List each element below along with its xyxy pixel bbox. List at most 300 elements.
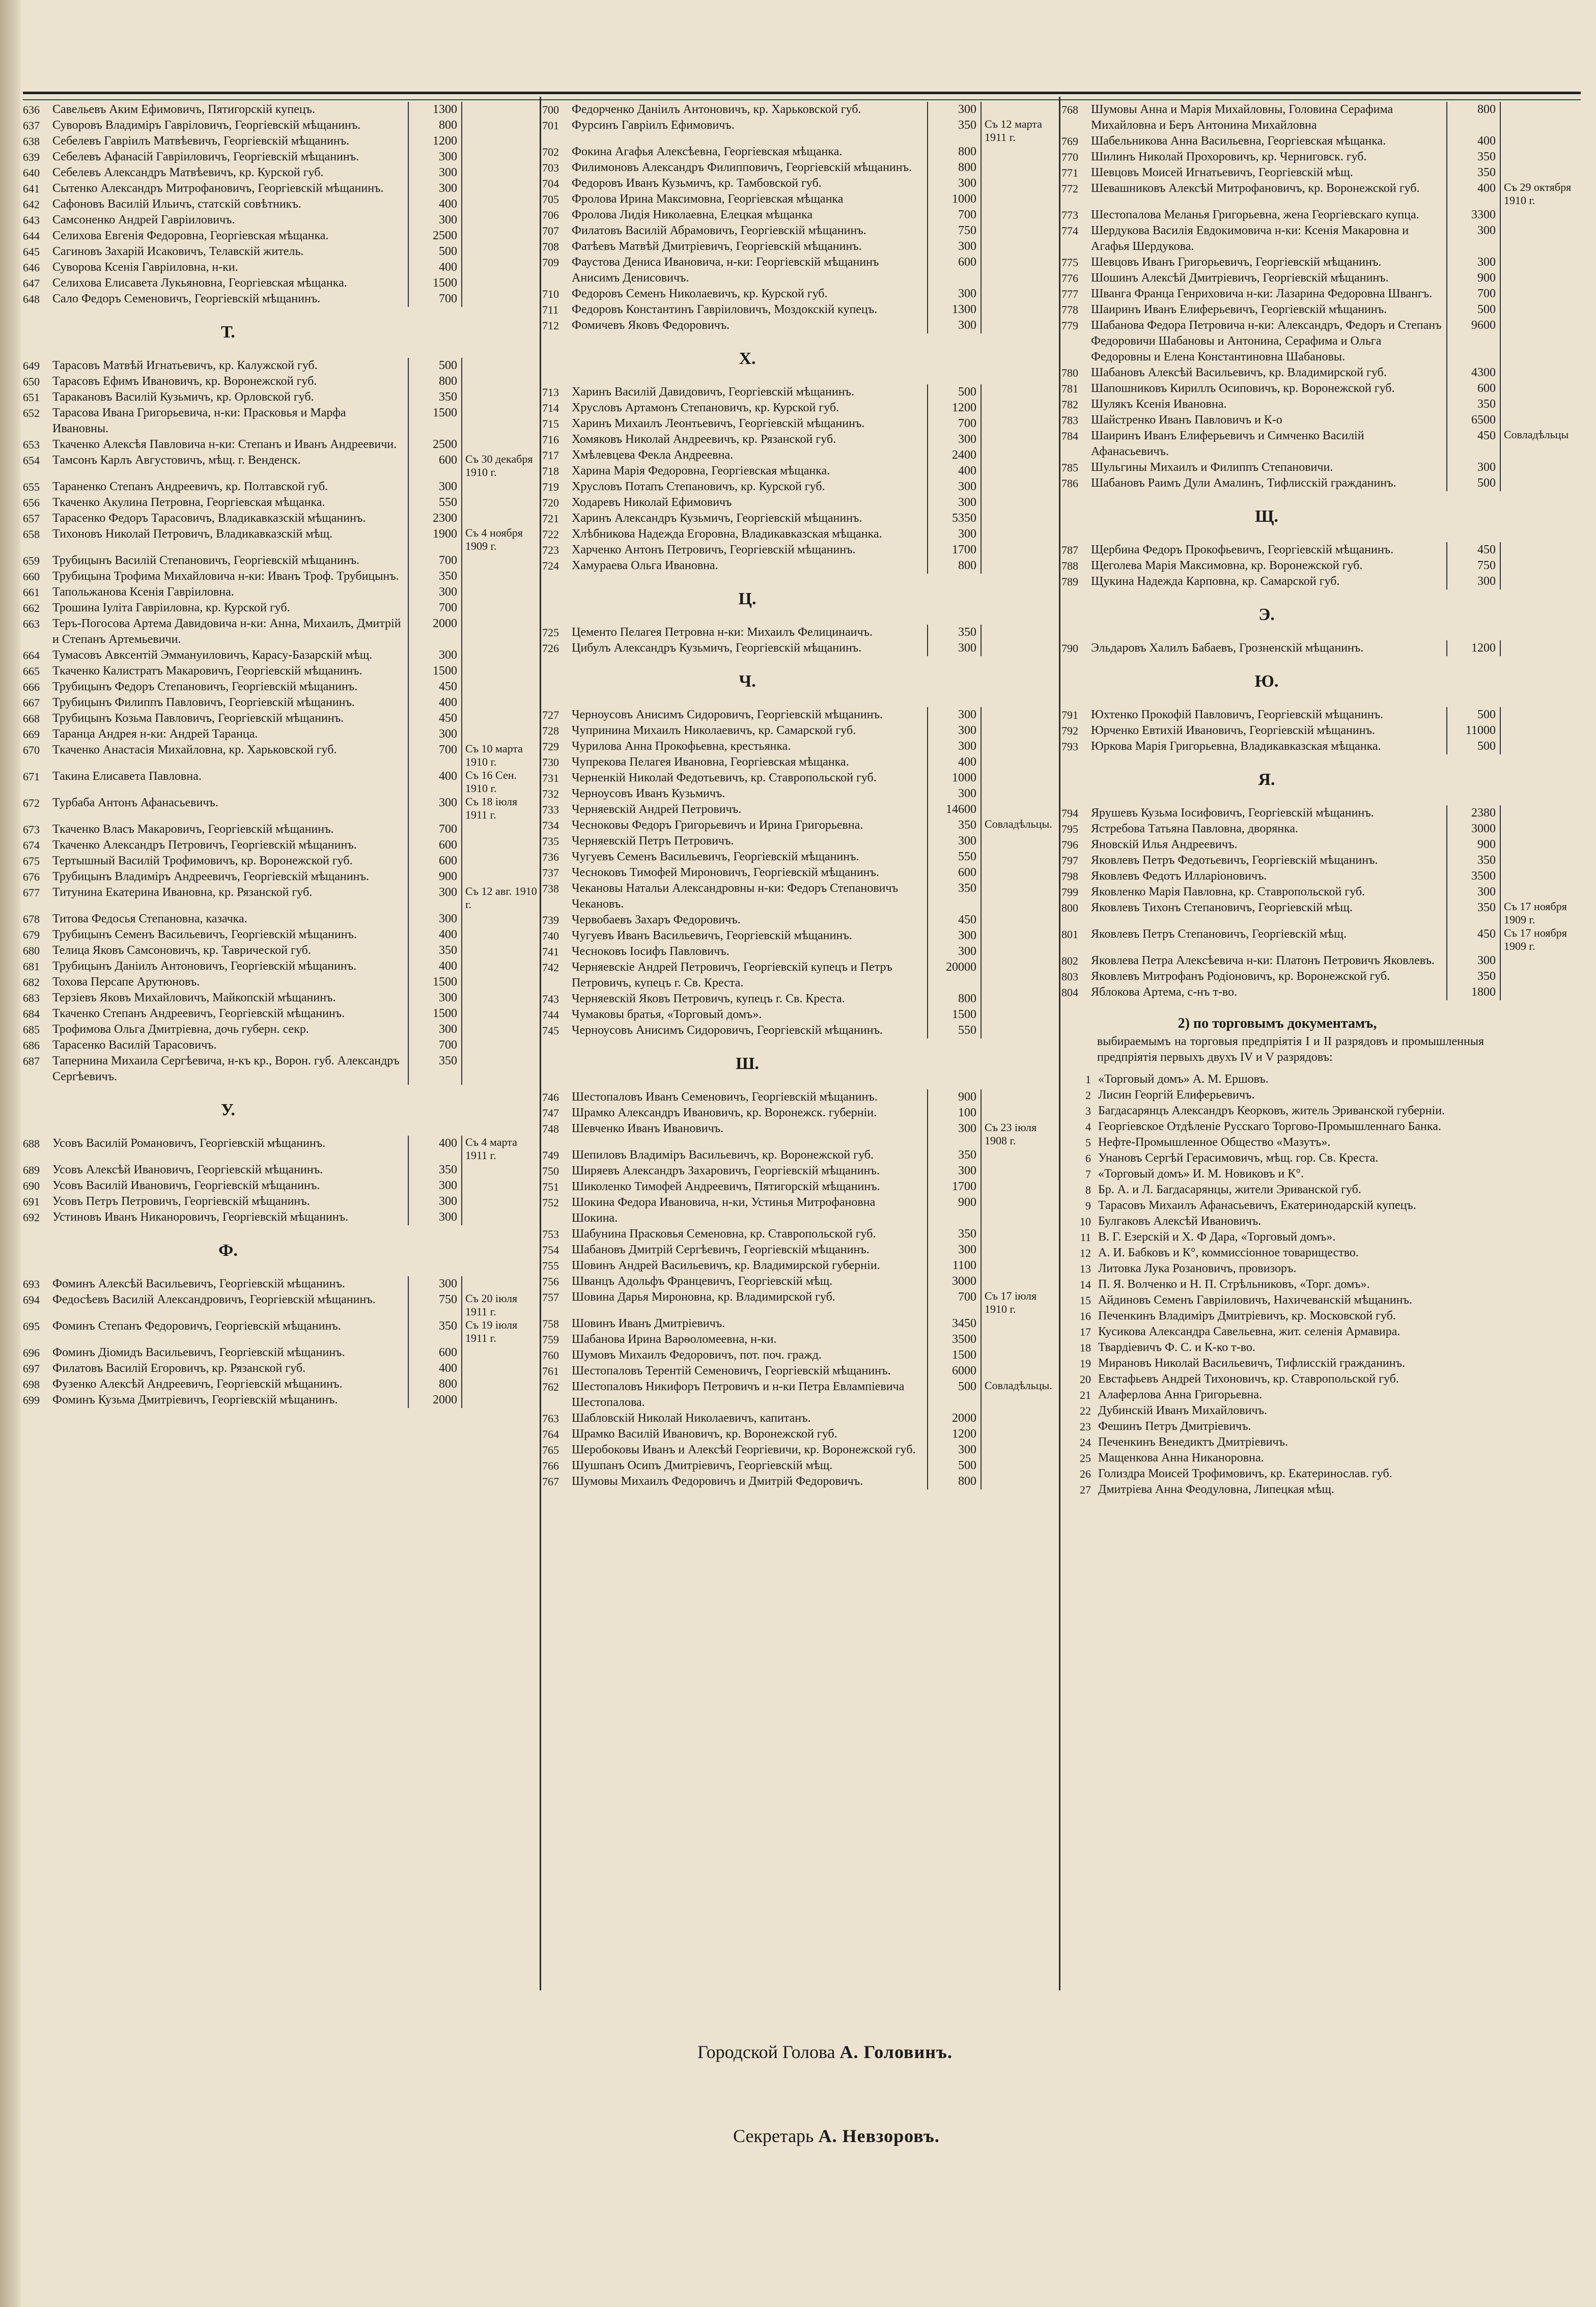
entry-number: 665 xyxy=(23,665,40,678)
entry-name: Тарасенко Василій Тарасовичъ. xyxy=(52,1038,217,1052)
entry-number: 798 xyxy=(1061,870,1078,883)
entry-note xyxy=(1500,381,1580,397)
list-entry xyxy=(23,196,542,212)
entry-name: Твардіевичъ Ф. С. и К-ко т-во. xyxy=(1098,1341,1255,1354)
entry-note xyxy=(461,495,542,511)
entry-note xyxy=(1500,821,1580,837)
section-2-entry xyxy=(1061,1434,1581,1450)
entry-note xyxy=(1500,223,1580,255)
entry-note xyxy=(461,943,542,959)
entry-amount: 350 xyxy=(927,625,981,640)
entry-note xyxy=(1500,460,1580,475)
entry-amount: 1000 xyxy=(927,770,981,786)
list-entry xyxy=(23,212,542,228)
list-entry xyxy=(542,928,1061,944)
entry-note: Съ 30 декабря 1910 г. xyxy=(461,453,542,479)
entry-note: Съ 29 октября 1910 г. xyxy=(1500,181,1580,207)
entry-number: 678 xyxy=(23,913,40,925)
section-2-entry xyxy=(1061,1292,1581,1308)
entry-note xyxy=(1500,542,1580,558)
entry-note xyxy=(981,223,1061,239)
entry-name: Трубицынъ Федоръ Степановичъ, Георгіевскій мѣщанинъ. xyxy=(52,680,358,693)
list-entry xyxy=(542,239,1061,255)
section-letter: Я. xyxy=(1258,770,1275,789)
entry-number: 781 xyxy=(1061,382,1078,395)
entry-amount: 300 xyxy=(408,1022,461,1037)
entry-number: 653 xyxy=(23,438,40,451)
list-entry xyxy=(23,974,542,990)
entry-number: 778 xyxy=(1061,303,1078,316)
entry-note xyxy=(461,1037,542,1053)
entry-note xyxy=(461,437,542,453)
entry-amount: 6000 xyxy=(927,1363,981,1379)
entry-amount: 550 xyxy=(408,495,461,511)
entry-number: 1 xyxy=(1085,1073,1091,1086)
entry-name: Евстафьевъ Андрей Тихоновичъ, кр. Ставропольской губ. xyxy=(1098,1372,1399,1386)
mayor-signature xyxy=(697,2041,953,2063)
entry-number: 654 xyxy=(23,454,40,467)
entry-name: Усовъ Василій Ивановичъ, Георгіевскій мѣщанинъ. xyxy=(52,1179,320,1192)
entry-name: Трофимова Ольга Дмитріевна, дочь губерн. секр. xyxy=(52,1023,309,1036)
section-letter-header xyxy=(23,1085,542,1136)
entry-name: Ткаченко Алексѣя Павловича н-ки: Степанъ и Иванъ Андреевичи. xyxy=(52,438,397,451)
entry-number: 22 xyxy=(1080,1404,1091,1417)
list-entry xyxy=(542,1442,1061,1458)
list-entry xyxy=(542,1007,1061,1023)
entry-note xyxy=(461,1162,542,1178)
entry-amount: 2000 xyxy=(927,1411,981,1426)
entry-amount: 400 xyxy=(1446,181,1500,207)
list-entry xyxy=(542,1089,1061,1105)
list-entry xyxy=(542,770,1061,786)
entry-number: 638 xyxy=(23,135,40,148)
entry-amount: 450 xyxy=(927,912,981,928)
entry-name: Такина Елисавета Павловна. xyxy=(52,770,202,783)
entry-number: 20 xyxy=(1080,1373,1091,1386)
entry-note xyxy=(461,959,542,974)
entry-amount: 800 xyxy=(927,558,981,574)
list-entry xyxy=(1061,133,1581,149)
entry-note xyxy=(461,911,542,927)
entry-note xyxy=(461,1276,542,1292)
entry-name: Фокина Агафья Алексѣевна, Георгіевская мѣщанка. xyxy=(572,145,843,158)
list-entry xyxy=(23,291,542,307)
list-entry xyxy=(1061,207,1581,223)
entry-number: 737 xyxy=(542,866,559,879)
section-letter: Ю. xyxy=(1254,672,1279,691)
entry-note xyxy=(461,853,542,869)
entry-number: 680 xyxy=(23,944,40,957)
list-entry xyxy=(23,1006,542,1022)
list-entry xyxy=(542,1316,1061,1332)
entry-name: Шердукова Василія Евдокимовича н-ки: Ксенія Макаровна и Агафья Шердукова. xyxy=(1091,224,1409,253)
entry-number: 695 xyxy=(23,1320,40,1333)
list-entry xyxy=(23,1053,542,1085)
list-entry xyxy=(1061,837,1581,853)
entry-name: Фурсинъ Гавріилъ Ефимовичъ. xyxy=(572,119,735,132)
entry-number: 763 xyxy=(542,1412,559,1425)
entry-name: Чекановы Натальи Александровны н-ки: Федоръ Степановичъ Чекановъ. xyxy=(572,882,899,911)
list-entry xyxy=(23,133,542,149)
entry-amount: 3500 xyxy=(927,1332,981,1347)
entry-number: 762 xyxy=(542,1381,559,1393)
entry-amount: 300 xyxy=(1446,223,1500,255)
entry-name: Тараненко Степанъ Андреевичъ, кр. Полтавской губ. xyxy=(52,480,328,493)
column-2 xyxy=(542,102,1061,1985)
entry-name: Юрченко Евтихій Ивановичъ, Георгіевскій мѣщанинъ. xyxy=(1091,724,1375,737)
entry-name: Фролова Лидія Николаевна, Елецкая мѣщанка xyxy=(572,208,813,221)
section-2-entry xyxy=(1061,1419,1581,1434)
entry-name: П. Я. Волченко и Н. П. Стрѣльниковъ, «Торг. домъ». xyxy=(1098,1278,1370,1291)
entry-amount: 500 xyxy=(927,1458,981,1474)
entry-number: 19 xyxy=(1080,1357,1091,1370)
entry-note: Съ 17 іюля 1910 г. xyxy=(981,1289,1061,1316)
entry-number: 674 xyxy=(23,839,40,852)
entry-number: 11 xyxy=(1080,1231,1091,1244)
entry-number: 706 xyxy=(542,209,559,221)
entry-number: 669 xyxy=(23,728,40,741)
entry-amount: 400 xyxy=(408,695,461,711)
entry-name: Трошина Іуліта Гавріиловна, кр. Курской губ. xyxy=(52,601,290,614)
entry-note xyxy=(1500,558,1580,574)
entry-amount: 500 xyxy=(408,358,461,374)
list-entry xyxy=(542,416,1061,432)
entry-note xyxy=(981,479,1061,495)
entry-name: Шумовъ Михаилъ Федоровичъ, пот. поч. гражд. xyxy=(572,1348,822,1362)
entry-number: 747 xyxy=(542,1107,559,1119)
entry-note xyxy=(981,754,1061,770)
entry-number: 785 xyxy=(1061,461,1078,474)
list-entry xyxy=(542,1289,1061,1316)
list-entry xyxy=(23,911,542,927)
entry-note xyxy=(981,1474,1061,1489)
entry-note xyxy=(461,374,542,389)
list-entry xyxy=(23,1392,542,1408)
entry-note xyxy=(981,625,1061,640)
entry-note xyxy=(981,463,1061,479)
entry-name: Федоровъ Семенъ Николаевичъ, кр. Курской губ. xyxy=(572,287,828,300)
list-entry xyxy=(1061,926,1581,953)
entry-name: Тертышный Василій Трофимовичъ, кр. Воронежской губ. xyxy=(52,854,353,867)
entry-name: Яковлева Петра Алексѣевича н-ки: Платонъ Петровичъ Яковлевъ. xyxy=(1091,954,1435,967)
entry-name: Ходаревъ Николай Ефимовичъ xyxy=(572,496,732,509)
entry-amount: 300 xyxy=(408,1194,461,1209)
entry-number: 676 xyxy=(23,870,40,883)
entry-name: Шевцовъ Иванъ Григорьевичъ, Георгіевскій мѣщанинъ. xyxy=(1091,256,1382,269)
entry-note xyxy=(461,1345,542,1361)
entry-number: 671 xyxy=(23,770,40,783)
entry-number: 720 xyxy=(542,496,559,509)
entry-name: Титунина Екатерина Ивановна, кр. Рязанской губ. xyxy=(52,886,313,899)
entry-amount: 300 xyxy=(408,885,461,911)
list-entry xyxy=(23,885,542,911)
list-entry xyxy=(23,1209,542,1225)
list-entry xyxy=(542,625,1061,640)
entry-name: Шванга Франца Генриховича н-ки: Лазарина Федоровна Швангъ. xyxy=(1091,287,1433,300)
entry-amount: 300 xyxy=(408,990,461,1006)
list-entry xyxy=(23,118,542,133)
entry-name: Усовъ Василій Романовичъ, Георгіевскій мѣщанинъ. xyxy=(52,1137,326,1150)
list-entry xyxy=(23,149,542,165)
entry-number: 797 xyxy=(1061,854,1078,867)
entry-number: 657 xyxy=(23,512,40,525)
entry-number: 743 xyxy=(542,993,559,1005)
entry-number: 683 xyxy=(23,992,40,1004)
entry-note xyxy=(1500,837,1580,853)
list-entry xyxy=(23,275,542,291)
list-entry xyxy=(23,1178,542,1194)
list-entry xyxy=(542,223,1061,239)
entry-note xyxy=(461,1376,542,1392)
entry-name: Тумасовъ Авксентій Эммануиловичъ, Карасу-Базарскій мѣщ. xyxy=(52,649,373,662)
entry-number: 755 xyxy=(542,1259,559,1272)
entry-amount: 2000 xyxy=(408,1392,461,1408)
entry-note: Съ 4 марта 1911 г. xyxy=(461,1136,542,1162)
list-entry xyxy=(23,1194,542,1209)
entry-amount: 3000 xyxy=(1446,821,1500,837)
entry-note xyxy=(981,102,1061,118)
entry-name: Тарасовъ Михаилъ Афанасьевичъ, Екатеринодарскій купецъ. xyxy=(1098,1199,1416,1212)
entry-amount: 1700 xyxy=(927,1179,981,1195)
entry-name: Федоровъ Константинъ Гавріиловичъ, Моздокскій купецъ. xyxy=(572,303,878,316)
list-entry xyxy=(542,833,1061,849)
entry-name: Черноусовъ Иванъ Кузьмичъ. xyxy=(572,787,725,800)
entry-amount: 300 xyxy=(927,640,981,656)
list-entry xyxy=(542,118,1061,144)
entry-note xyxy=(981,144,1061,160)
entry-number: 800 xyxy=(1061,902,1078,914)
entry-note xyxy=(981,770,1061,786)
entry-amount: 1500 xyxy=(408,405,461,437)
list-entry xyxy=(1061,542,1581,558)
entry-amount: 350 xyxy=(408,1053,461,1085)
list-entry xyxy=(542,255,1061,286)
entry-note xyxy=(1500,969,1580,984)
entry-note xyxy=(461,181,542,196)
entry-name: Ширяевъ Александръ Захаровичъ, Георгіевскій мѣщанинъ. xyxy=(572,1164,880,1177)
entry-amount: 600 xyxy=(1446,381,1500,397)
entry-number: 773 xyxy=(1061,209,1078,221)
section-2-entry xyxy=(1061,1450,1581,1466)
list-entry xyxy=(1061,255,1581,270)
section-letter-header xyxy=(542,1038,1061,1089)
entry-note: Съ 12 авг. 1910 г. xyxy=(461,885,542,911)
entry-amount: 300 xyxy=(408,648,461,663)
entry-note xyxy=(981,786,1061,802)
entry-amount: 350 xyxy=(408,389,461,405)
entry-note xyxy=(1500,365,1580,381)
entry-amount: 700 xyxy=(408,1037,461,1053)
list-entry xyxy=(23,742,542,769)
entry-name: Ткаченко Анастасія Михайловна, кр. Харьковской губ. xyxy=(52,743,337,756)
list-entry xyxy=(23,837,542,853)
entry-number: 734 xyxy=(542,819,559,832)
entry-amount: 2300 xyxy=(408,511,461,526)
entry-note xyxy=(981,1179,1061,1195)
entry-name: Селихова Елисавета Лукьяновна, Георгіевская мѣщанка. xyxy=(52,276,347,290)
list-entry xyxy=(23,437,542,453)
list-entry xyxy=(1061,884,1581,900)
entry-number: 15 xyxy=(1080,1294,1091,1307)
list-entry xyxy=(542,1458,1061,1474)
entry-amount: 350 xyxy=(1446,900,1500,926)
entry-name: Шабанова Ирина Варѳоломеевна, н-ки. xyxy=(572,1333,777,1346)
entry-number: 640 xyxy=(23,166,40,179)
entry-number: 711 xyxy=(542,303,559,316)
list-entry xyxy=(542,286,1061,302)
entry-note xyxy=(461,149,542,165)
list-entry xyxy=(23,927,542,943)
entry-note xyxy=(981,1147,1061,1163)
list-entry xyxy=(23,943,542,959)
list-entry xyxy=(23,374,542,389)
section-letter: Щ. xyxy=(1255,507,1278,526)
entry-number: 641 xyxy=(23,182,40,195)
entry-note xyxy=(981,447,1061,463)
entry-amount: 300 xyxy=(408,479,461,495)
entry-name: Яковлевъ Петръ Степановичъ, Георгіевскій мѣщ. xyxy=(1091,927,1347,941)
entry-name: Фаустова Дениса Ивановича, н-ки: Георгіевскій мѣщанинъ Анисимъ Денисовичъ. xyxy=(572,256,879,285)
list-entry xyxy=(542,542,1061,558)
entry-number: 648 xyxy=(23,293,40,305)
entry-amount: 300 xyxy=(408,584,461,600)
entry-number: 704 xyxy=(542,177,559,190)
entry-number: 742 xyxy=(542,961,559,974)
entry-note xyxy=(461,1178,542,1194)
entry-amount: 350 xyxy=(408,569,461,584)
entry-number: 735 xyxy=(542,835,559,848)
entry-amount: 300 xyxy=(408,726,461,742)
list-entry xyxy=(542,1258,1061,1274)
entry-number: 643 xyxy=(23,214,40,227)
entry-number: 789 xyxy=(1061,575,1078,588)
entry-note xyxy=(461,974,542,990)
entry-note xyxy=(981,495,1061,511)
entry-amount: 450 xyxy=(1446,428,1500,460)
list-entry xyxy=(542,865,1061,881)
entry-amount: 350 xyxy=(408,943,461,959)
entry-note xyxy=(981,416,1061,432)
list-entry xyxy=(23,1162,542,1178)
entry-name: Унановъ Сергѣй Герасимовичъ, мѣщ. гор. Св. Креста. xyxy=(1098,1151,1379,1165)
entry-name: Филатовъ Василій Егоровичъ, кр. Рязанской губ. xyxy=(52,1362,306,1375)
entry-number: 692 xyxy=(23,1211,40,1224)
list-entry xyxy=(542,1226,1061,1242)
entry-amount: 450 xyxy=(408,711,461,726)
entry-number: 17 xyxy=(1080,1326,1091,1338)
entry-name: Голиздра Моисей Трофимовичъ, кр. Екатеринослав. губ. xyxy=(1098,1467,1392,1480)
entry-number: 662 xyxy=(23,602,40,614)
entry-number: 664 xyxy=(23,649,40,662)
entry-amount: 800 xyxy=(408,1376,461,1392)
list-entry xyxy=(1061,574,1581,589)
entry-amount: 4300 xyxy=(1446,365,1500,381)
entry-note xyxy=(461,1361,542,1376)
entry-note xyxy=(461,837,542,853)
section-2-entry xyxy=(1061,1340,1581,1356)
entry-number: 637 xyxy=(23,119,40,132)
entry-name: Федосѣевъ Василій Александровичъ, Георгіевскій мѣщанинъ. xyxy=(52,1293,376,1306)
entry-amount: 300 xyxy=(408,212,461,228)
list-entry xyxy=(23,1292,542,1318)
entry-name: Тарасова Ивана Григорьевича, н-ки: Прасковья и Марфа Ивановны. xyxy=(52,406,346,435)
entry-number: 717 xyxy=(542,449,559,462)
entry-number: 8 xyxy=(1085,1184,1091,1196)
list-entry xyxy=(542,707,1061,723)
entry-number: 793 xyxy=(1061,740,1078,753)
list-entry xyxy=(542,400,1061,416)
entry-amount: 600 xyxy=(927,255,981,286)
entry-amount: 1000 xyxy=(927,191,981,207)
entry-name: Печенкинъ Владиміръ Дмитріевичъ, кр. Московской губ. xyxy=(1098,1309,1396,1323)
entry-note xyxy=(1500,707,1580,723)
list-entry xyxy=(23,769,542,795)
entry-amount: 100 xyxy=(927,1105,981,1121)
entry-note xyxy=(461,1209,542,1225)
entry-name: Шапошниковъ Кириллъ Осиповичъ, кр. Воронежской губ. xyxy=(1091,382,1395,395)
list-entry xyxy=(542,739,1061,754)
entry-number: 672 xyxy=(23,797,40,809)
list-entry xyxy=(23,453,542,479)
list-entry xyxy=(542,479,1061,495)
entry-number: 13 xyxy=(1080,1262,1091,1275)
secretary-signature xyxy=(733,2125,940,2147)
entry-number: 679 xyxy=(23,929,40,941)
list-entry xyxy=(542,818,1061,833)
entry-amount: 300 xyxy=(408,181,461,196)
list-entry xyxy=(1061,302,1581,318)
entry-name: Багдасарянцъ Александръ Кеорковъ, житель Эриванской губерніи. xyxy=(1098,1104,1445,1117)
list-entry xyxy=(542,447,1061,463)
entry-name: Мащенкова Анна Никаноровна. xyxy=(1098,1451,1264,1465)
entry-note xyxy=(981,849,1061,865)
entry-name: Устиновъ Иванъ Никаноровичъ, Георгіевскій мѣщанинъ. xyxy=(52,1211,349,1224)
list-entry xyxy=(542,754,1061,770)
list-entry xyxy=(23,1318,542,1345)
entry-name: Себелевъ Александръ Матвѣевичъ, кр. Курской губ. xyxy=(52,166,324,179)
top-rule xyxy=(23,92,1581,100)
entry-number: 714 xyxy=(542,402,559,414)
entry-note xyxy=(1500,286,1580,302)
entry-amount: 300 xyxy=(408,795,461,822)
entry-note xyxy=(461,822,542,837)
entry-amount: 300 xyxy=(408,1209,461,1225)
entry-note xyxy=(1500,165,1580,181)
entry-note xyxy=(461,260,542,275)
list-entry xyxy=(542,1474,1061,1489)
entry-number: 788 xyxy=(1061,559,1078,572)
section-2-entry xyxy=(1061,1103,1581,1119)
entry-name: Тарасовъ Матвѣй Игнатьевичъ, кр. Калужской губ. xyxy=(52,359,318,372)
entry-note: Совладѣльцы. xyxy=(981,1379,1061,1411)
list-entry xyxy=(542,960,1061,991)
entry-number: 733 xyxy=(542,803,559,816)
entry-name: Шошинъ Алексѣй Дмитріевичъ, Георгіевскій мѣщанинъ. xyxy=(1091,271,1389,285)
entry-name: Кусикова Александра Савельевна, жит. селенія Армавира. xyxy=(1098,1325,1401,1338)
entry-note xyxy=(461,1006,542,1022)
entry-name: Черняевскіе Андрей Петровичъ, Георгіевскій купецъ и Петръ Петровичъ, купецъ г. Св. Креста. xyxy=(572,961,892,990)
entry-name: «Торговый домъ» И. М. Новиковъ и К°. xyxy=(1098,1167,1304,1180)
entry-amount: 350 xyxy=(927,1226,981,1242)
list-entry xyxy=(1061,223,1581,255)
entry-note xyxy=(981,1442,1061,1458)
entry-name: Цементо Пелагея Петровна н-ки: Михаилъ Фелицинаичъ. xyxy=(572,626,873,639)
entry-name: Айдиновъ Семенъ Гавріиловичъ, Нахичеванскій мѣщанинъ. xyxy=(1098,1293,1412,1307)
list-entry xyxy=(542,1023,1061,1038)
entry-amount: 500 xyxy=(1446,302,1500,318)
entry-amount: 300 xyxy=(927,176,981,191)
entry-name: Шванцъ Адольфъ Францевичъ, Георгіевскій мѣщ. xyxy=(572,1275,833,1288)
